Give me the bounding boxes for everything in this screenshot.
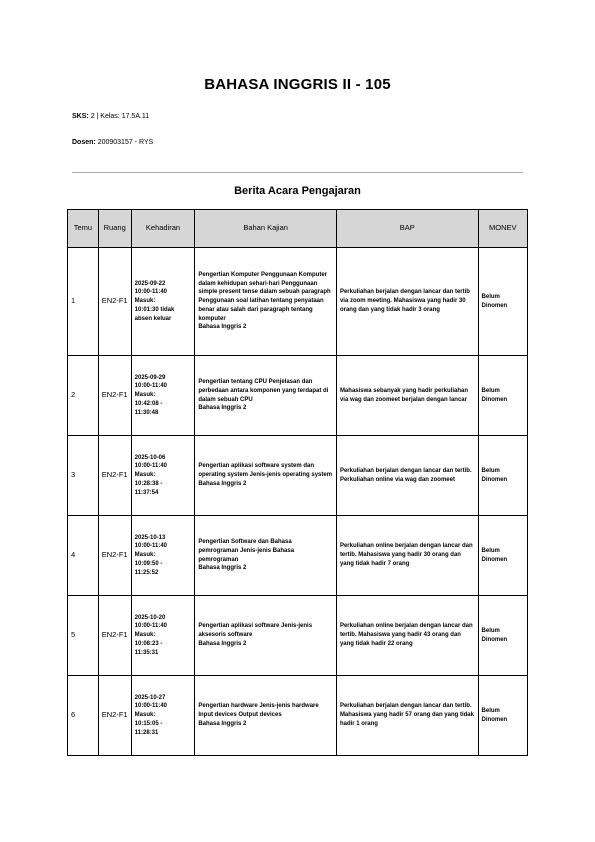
bahan-kajian-course: Bahasa Inggris 2 (198, 480, 247, 487)
kehadiran-line: Masuk: (134, 632, 156, 639)
kehadiran-line: 11:28:31 (134, 729, 159, 736)
kehadiran-line: 11:35:31 (134, 649, 159, 656)
monev-cell: Belum Dinomen (478, 676, 527, 756)
kehadiran-cell (131, 436, 195, 516)
table-row (68, 436, 528, 516)
kehadiran-line: 2025-09-29 (134, 374, 166, 381)
dosen-label: Dosen: (72, 139, 96, 146)
sks-kelas-value: 2 | Kelas: 17.5A.11 (90, 113, 150, 120)
kehadiran-line: 10:08:23 - (134, 640, 163, 647)
table-row (68, 596, 528, 676)
kehadiran-cell (131, 356, 195, 436)
kehadiran-line: Masuk: (134, 712, 156, 719)
table-row (68, 248, 528, 356)
bahan-kajian-course: Bahasa Inggris 2 (198, 324, 247, 331)
kehadiran-line: absen keluar (134, 315, 172, 322)
kehadiran-line: 10:01:30 tidak (134, 306, 175, 313)
monev-cell: Belum Dinomen (478, 356, 527, 436)
berita-acara-table (67, 209, 528, 756)
bap-cell: Perkuliahan online berjalan dengan lancar dan tertib. Mahasiswa yang hadir 43 orang dan yang tidak hadir 22 orang (336, 596, 478, 676)
bahan-kajian-text: Pengertian aplikasi software Jenis-jenis aksesoris software (198, 623, 313, 639)
column-header-temu: Temu (68, 210, 99, 248)
monev-cell: Belum Dinomen (478, 516, 527, 596)
kehadiran-line: 10:00-11:40 (134, 703, 168, 710)
bahan-kajian-cell (195, 356, 337, 436)
header-divider (72, 172, 523, 173)
kehadiran-line: 10:15:05 - (134, 720, 163, 727)
column-header-bap: BAP (336, 210, 478, 248)
kehadiran-line: 11:37:54 (134, 489, 159, 496)
temu-cell: 3 (68, 436, 99, 516)
kehadiran-line: 2025-10-27 (134, 694, 166, 701)
temu-cell: 4 (68, 516, 99, 596)
bahan-kajian-cell (195, 436, 337, 516)
ruang-cell: EN2-F1 (98, 248, 131, 356)
bahan-kajian-course: Bahasa Inggris 2 (198, 405, 247, 412)
bap-cell: Perkuliahan berjalan dengan lancar dan tertib via zoom meeting. Mahasiswa yang hadir 30 orang dan yang tidak hadir 3 orang (336, 248, 478, 356)
dosen-value: 200903157 - RYS (97, 139, 154, 146)
section-title: Berita Acara Pengajaran (234, 185, 361, 197)
table-row (68, 676, 528, 756)
bap-cell: Perkuliahan berjalan dengan lancar dan tertib. Mahasiswa yang hadir 57 orang dan yang tidak hadir 1 orang (336, 676, 478, 756)
column-header-monev: MONEV (478, 210, 527, 248)
temu-cell: 1 (68, 248, 99, 356)
monev-cell: Belum Dinomen (478, 596, 527, 676)
kehadiran-line: 10:00-11:40 (134, 463, 168, 470)
bahan-kajian-text: Pengertian Software dan Bahasa pemrograman Jenis-jenis Bahasa pemrograman (198, 539, 295, 563)
column-header-ruang: Ruang (98, 210, 131, 248)
bahan-kajian-text: Pengertian tentang CPU Penjelasan dan perbedaan antara komponen yang terdapat di dalam sebuah CPU (198, 379, 329, 403)
kehadiran-line: 10:42:08 - (134, 400, 163, 407)
dosen-line (72, 139, 153, 146)
page-title: BAHASA INGGRIS II - 105 (204, 76, 391, 93)
ruang-cell: EN2-F1 (98, 596, 131, 676)
bahan-kajian-cell (195, 676, 337, 756)
sks-label: SKS: (72, 113, 89, 120)
bahan-kajian-text: Pengertian Komputer Penggunaan Komputer dalam kehidupan sehari-hari Penggunaan simple present tense dalam sebuah paragraph Penggunaan soal latihan tentang penyataan benar atau salah dari paragraph tentang komputer (198, 272, 331, 322)
bahan-kajian-course: Bahasa Inggris 2 (198, 720, 247, 727)
kehadiran-line: 11:25:52 (134, 569, 159, 576)
kehadiran-line: Masuk: (134, 552, 156, 559)
column-header-kehadiran: Kehadiran (131, 210, 195, 248)
temu-cell: 2 (68, 356, 99, 436)
kehadiran-cell (131, 516, 195, 596)
kehadiran-cell (131, 676, 195, 756)
sks-kelas-line (72, 113, 149, 120)
kehadiran-line: 10:00-11:40 (134, 383, 168, 390)
monev-cell: Belum Dinomen (478, 248, 527, 356)
kehadiran-line: 2025-10-06 (134, 454, 166, 461)
kehadiran-line: 2025-09-22 (134, 280, 166, 287)
kehadiran-cell (131, 248, 195, 356)
kehadiran-line: 10:00-11:40 (134, 543, 168, 550)
kehadiran-line: Masuk: (134, 392, 156, 399)
kehadiran-line: Masuk: (134, 298, 156, 305)
ruang-cell: EN2-F1 (98, 356, 131, 436)
kehadiran-line: 2025-10-20 (134, 614, 166, 621)
ruang-cell: EN2-F1 (98, 516, 131, 596)
temu-cell: 6 (68, 676, 99, 756)
bahan-kajian-cell (195, 248, 337, 356)
table-row (68, 356, 528, 436)
bahan-kajian-course: Bahasa Inggris 2 (198, 565, 247, 572)
kehadiran-cell (131, 596, 195, 676)
kehadiran-line: 10:28:38 - (134, 480, 163, 487)
table-row (68, 516, 528, 596)
kehadiran-line: 2025-10-13 (134, 534, 166, 541)
ruang-cell: EN2-F1 (98, 676, 131, 756)
bap-cell: Mahasiswa sebanyak yang hadir perkuliahan via wag dan zoomeet berjalan dengan lancar (336, 356, 478, 436)
column-header-bahan-kajian: Bahan Kajian (195, 210, 337, 248)
table-header-row (68, 210, 528, 248)
bap-cell: Perkuliahan berjalan dengan lancar dan tertib. Perkuliahan online via wag dan zoomeet (336, 436, 478, 516)
kehadiran-line: 10:00-11:40 (134, 623, 168, 630)
temu-cell: 5 (68, 596, 99, 676)
kehadiran-line: 10:00-11:40 (134, 289, 168, 296)
bahan-kajian-text: Pengertian aplikasi software system dan operating system Jenis-jenis operating system (198, 463, 333, 479)
kehadiran-line: 10:09:50 - (134, 560, 163, 567)
kehadiran-line: 11:30:48 (134, 409, 159, 416)
bahan-kajian-cell (195, 596, 337, 676)
bahan-kajian-cell (195, 516, 337, 596)
bahan-kajian-course: Bahasa Inggris 2 (198, 640, 247, 647)
kehadiran-line: Masuk: (134, 472, 156, 479)
bap-cell: Perkuliahan online berjalan dengan lancar dan tertib. Mahasiswa yang hadir 30 orang dan yang tidak hadir 7 orang (336, 516, 478, 596)
bahan-kajian-text: Pengertian hardware Jenis-jenis hardware Input devices Output devices (198, 703, 319, 719)
monev-cell: Belum Dinomen (478, 436, 527, 516)
ruang-cell: EN2-F1 (98, 436, 131, 516)
